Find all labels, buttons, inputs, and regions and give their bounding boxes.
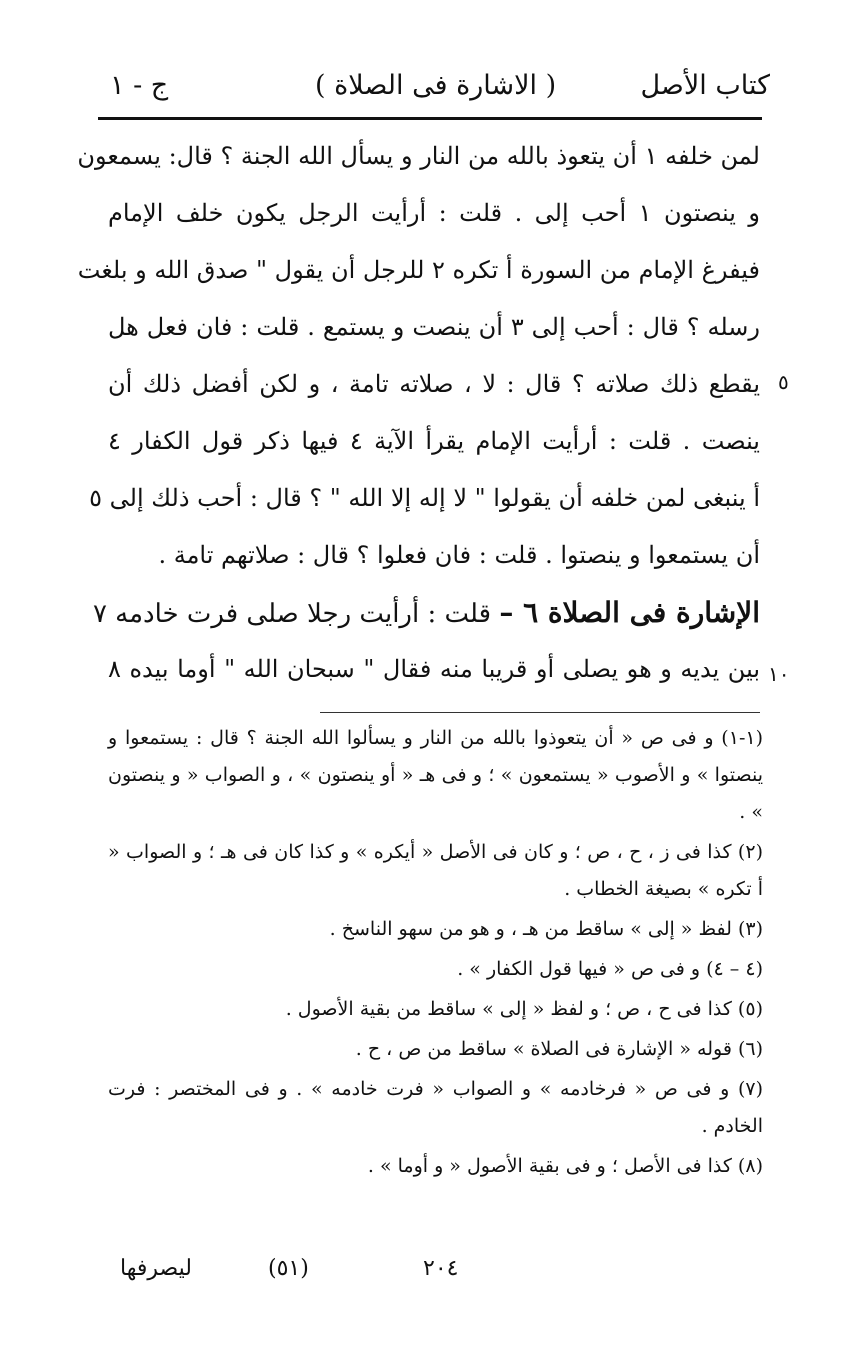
heading-line xyxy=(92,584,760,641)
footnote: (١-١) و فى ص « أن يتعوذوا بالله من النار و يسألوا الله الجنة ؟ قال : يستمعوا و ينصتوا » و الأصوب « يستمعون » ؛ و فى هـ « أو ينصتون » ، و الصواب « و ينصتون » . xyxy=(108,727,763,823)
text-line: أ ينبغى لمن خلفه أن يقولوا " لا إله إلا الله " ؟ قال : أحب ذلك إلى ٥ xyxy=(89,484,760,512)
footnote: (٦) قوله « الإشارة فى الصلاة » ساقط من ص ، ح . xyxy=(355,1038,763,1060)
section-title: ( الاشارة فى الصلاة ) xyxy=(315,70,557,101)
footnote: (٢) كذا فى ز ، ح ، ص ؛ و كان فى الأصل « أيكره » و كذا كان فى هـ ؛ و الصواب « أ تكره » بصيغة الخطاب . xyxy=(108,841,763,900)
footnote: (٧) و فى ص « فرخادمه » و الصواب « فرت خادمه » . و فى المختصر : فرت الخادم . xyxy=(108,1078,763,1137)
text-line: أن يستمعوا و ينصتوا . قلت : فان فعلوا ؟ قال : صلاتهم تامة . xyxy=(158,541,760,569)
line-number-10: ١٠ xyxy=(768,662,790,686)
footnote: (٣) لفظ « إلى » ساقط من هـ ، و هو من سهو الناسخ . xyxy=(329,918,763,940)
text-line: لمن خلفه ١ أن يتعوذ بالله من النار و يسأل الله الجنة ؟ قال: يسمعون xyxy=(77,142,760,170)
sheet-number: (٥١) xyxy=(268,1256,309,1281)
header-rule xyxy=(98,117,762,120)
footnote: (٥) كذا فى ح ، ص ؛ و لفظ « إلى » ساقط من بقية الأصول . xyxy=(285,998,763,1020)
text-line: و ينصتون ١ أحب إلى . قلت : أرأيت الرجل يكون خلف الإمام xyxy=(108,199,760,227)
volume-part: ج - ١ xyxy=(110,70,169,101)
running-header xyxy=(90,62,770,112)
main-text xyxy=(77,128,760,698)
text-line: يقطع ذلك صلاته ؟ قال : لا ، صلاته تامة ، و لكن أفضل ذلك أن xyxy=(108,370,760,398)
book-title: كتاب الأصل xyxy=(640,70,770,101)
footnote: (٨) كذا فى الأصل ؛ و فى بقية الأصول « و أوما » . xyxy=(367,1155,763,1177)
signature-catchword: ليصرفها xyxy=(120,1256,192,1281)
text-line: بين يديه و هو يصلى أو قريبا منه فقال " سبحان الله " أوما بيده ٨ xyxy=(108,655,760,683)
footnotes xyxy=(108,720,763,1185)
text-line: رسله ؟ قال : أحب إلى ٣ أن ينصت و يستمع . قلت : فان فعل هل xyxy=(108,313,760,341)
text-line: فيفرغ الإمام من السورة أ تكره ٢ للرجل أن يقول " صدق الله و بلغت xyxy=(77,256,760,284)
page-number: ٢٠٤ xyxy=(423,1256,459,1281)
section-heading: الإشارة فى الصلاة ٦ – xyxy=(499,596,760,629)
line-number-5: ٥ xyxy=(778,370,789,394)
page-footer xyxy=(110,1256,610,1296)
text-line: قلت : أرأيت رجلا صلى فرت خادمه ٧ xyxy=(92,599,492,629)
footnote: (٤ – ٤) و فى ص « فيها قول الكفار » . xyxy=(457,958,763,980)
text-line: ينصت . قلت : أرأيت الإمام يقرأ الآية ٤ فيها ذكر قول الكفار ٤ xyxy=(108,427,760,455)
footnote-divider xyxy=(320,712,760,713)
